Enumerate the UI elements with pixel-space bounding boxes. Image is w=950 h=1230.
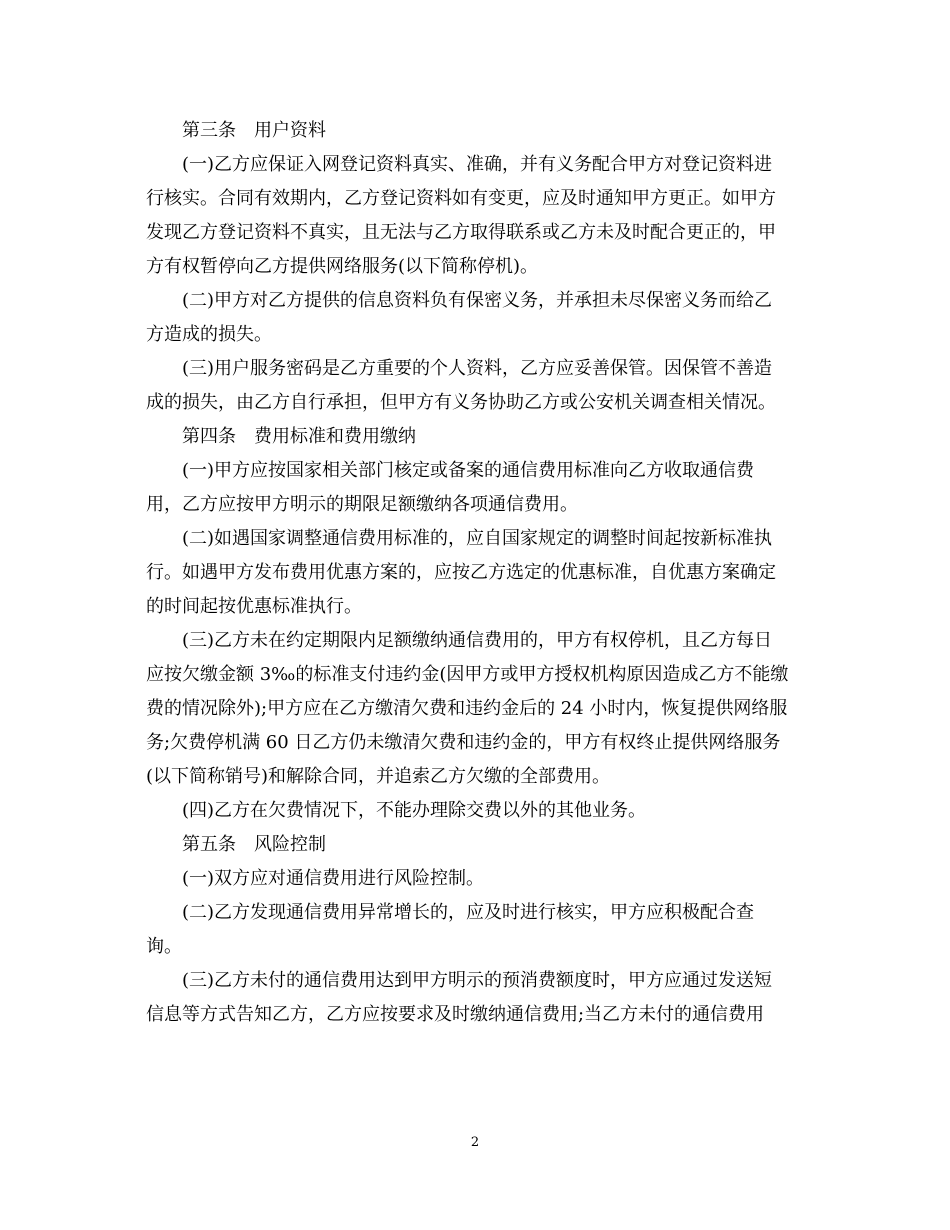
paragraph-line: (二)甲方对乙方提供的信息资料负有保密义务，并承担未尽保密义务而给乙 (182, 290, 773, 311)
paragraph-line: 应按欠缴金额 3‰的标准支付违约金(因甲方或甲方授权机构原因造成乙方不能缴 (146, 664, 789, 685)
paragraph-line: (四)乙方在欠费情况下，不能办理除交费以外的其他业务。 (182, 800, 647, 821)
paragraph-line: (三)乙方未付的通信费用达到甲方明示的预消费额度时，甲方应通过发送短 (182, 970, 773, 991)
section-heading-3: 第三条 用户资料 (182, 120, 326, 141)
paragraph-line: 发现乙方登记资料不真实，且无法与乙方取得联系或乙方未及时配合更正的，甲 (146, 222, 776, 243)
paragraph-line: (三)用户服务密码是乙方重要的个人资料，乙方应妥善保管。因保管不善造 (182, 358, 773, 379)
page-number: 2 (470, 1135, 480, 1150)
paragraph-line: 行核实。合同有效期内，乙方登记资料如有变更，应及时通知甲方更正。如甲方 (146, 188, 776, 209)
paragraph-line: (二)乙方发现通信费用异常增长的，应及时进行核实，甲方应积极配合查 (182, 902, 755, 923)
paragraph-line: 务;欠费停机满 60 日乙方仍未缴清欠费和违约金的，甲方有权终止提供网络服务 (146, 732, 781, 753)
paragraph-line: 行。如遇甲方发布费用优惠方案的，应按乙方选定的优惠标准，自优惠方案确定 (146, 562, 776, 583)
section-heading-4: 第四条 费用标准和费用缴纳 (182, 426, 416, 447)
paragraph-line: (三)乙方未在约定期限内足额缴纳通信费用的，甲方有权停机，且乙方每日 (182, 630, 773, 651)
paragraph-line: 信息等方式告知乙方，乙方应按要求及时缴纳通信费用;当乙方未付的通信费用 (146, 1004, 765, 1025)
paragraph-line: 费的情况除外);甲方应在乙方缴清欠费和违约金后的 24 小时内，恢复提供网络服 (146, 698, 788, 719)
paragraph-line: 用，乙方应按甲方明示的期限足额缴纳各项通信费用。 (146, 494, 578, 515)
paragraph-line: (二)如遇国家调整通信费用标准的，应自国家规定的调整时间起按新标准执 (182, 528, 773, 549)
paragraph-line: 方造成的损失。 (146, 324, 272, 345)
paragraph-line: (一)双方应对通信费用进行风险控制。 (182, 868, 485, 889)
paragraph-line: (以下简称销号)和解除合同，并追索乙方欠缴的全部费用。 (146, 766, 611, 787)
document-body (146, 114, 808, 1032)
paragraph-line: 成的损失，由乙方自行承担，但甲方有义务协助乙方或公安机关调查相关情况。 (146, 392, 776, 413)
paragraph-line: 询。 (146, 936, 182, 957)
paragraph-line: 的时间起按优惠标准执行。 (146, 596, 362, 617)
paragraph-line: 方有权暂停向乙方提供网络服务(以下简称停机)。 (146, 256, 539, 277)
section-heading-5: 第五条 风险控制 (182, 834, 326, 855)
paragraph-line: (一)乙方应保证入网登记资料真实、准确，并有义务配合甲方对登记资料进 (182, 154, 773, 175)
paragraph-line: (一)甲方应按国家相关部门核定或备案的通信费用标准向乙方收取通信费 (182, 460, 755, 481)
